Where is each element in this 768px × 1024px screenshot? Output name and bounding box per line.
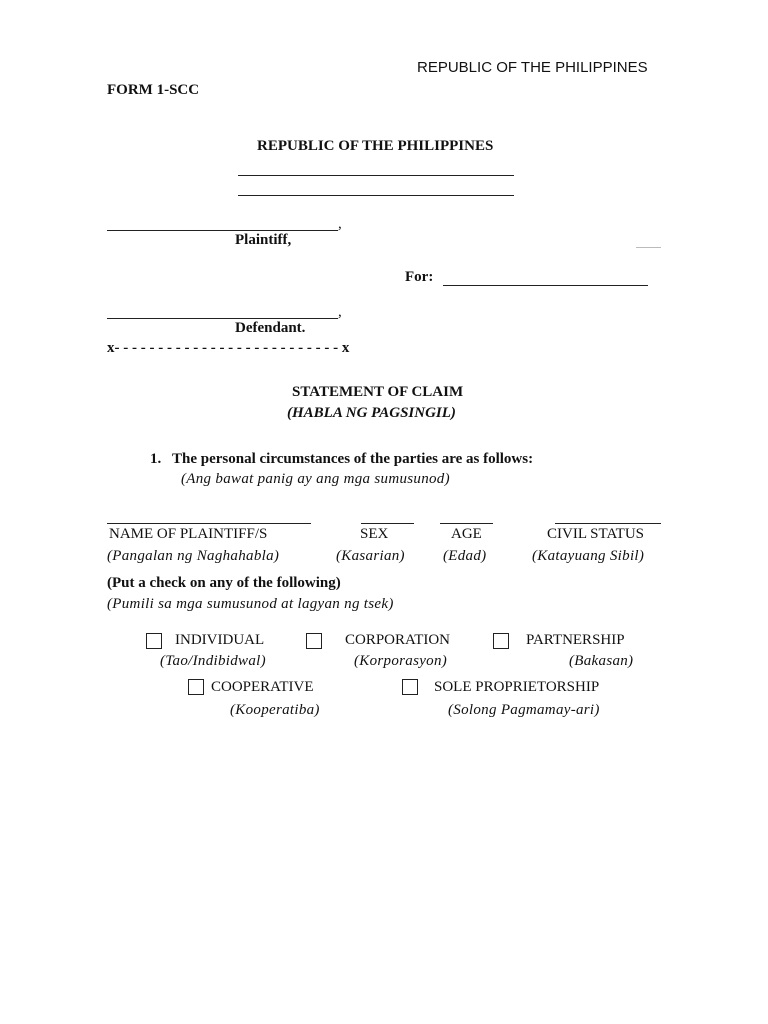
page-header-country: REPUBLIC OF THE PHILIPPINES: [417, 59, 648, 76]
plaintiff-comma: ,: [338, 216, 342, 232]
individual-checkbox[interactable]: [146, 633, 162, 649]
plaintiff-name-field[interactable]: [107, 523, 311, 524]
defendant-name-line[interactable]: [107, 318, 338, 319]
col-sex-translation: (Kasarian): [336, 548, 405, 564]
sole-proprietorship-translation: (Solong Pagmamay-ari): [448, 702, 600, 718]
individual-translation: (Tao/Indibidwal): [160, 653, 266, 669]
defendant-comma: ,: [338, 304, 342, 320]
partnership-label: PARTNERSHIP: [526, 632, 625, 648]
section-heading: The personal circumstances of the parties are as follows:: [172, 451, 534, 467]
col-civil-status-translation: (Katayuang Sibil): [532, 548, 645, 564]
plaintiff-name-line[interactable]: [107, 230, 338, 231]
corporation-checkbox[interactable]: [306, 633, 322, 649]
partnership-translation: (Bakasan): [569, 653, 634, 669]
document-subtitle: (HABLA NG PAGSINGIL): [287, 405, 456, 421]
age-field[interactable]: [440, 523, 493, 524]
section-number: 1.: [150, 451, 162, 467]
check-instruction-translation: (Pumili sa mga sumusunod at lagyan ng tsek): [107, 596, 394, 612]
col-age-label: AGE: [451, 526, 482, 542]
sole-proprietorship-checkbox[interactable]: [402, 679, 418, 695]
partnership-checkbox[interactable]: [493, 633, 509, 649]
col-name-label: NAME OF PLAINTIFF/S: [109, 526, 268, 542]
col-sex-label: SEX: [360, 526, 389, 542]
corporation-translation: (Korporasyon): [354, 653, 448, 669]
col-name-translation: (Pangalan ng Naghahabla): [107, 548, 280, 564]
sole-proprietorship-label: SOLE PROPRIETORSHIP: [434, 679, 600, 695]
cooperative-translation: (Kooperatiba): [230, 702, 320, 718]
check-instruction: (Put a check on any of the following): [107, 575, 341, 591]
col-age-translation: (Edad): [443, 548, 487, 564]
faint-mark: [636, 247, 661, 248]
court-branch-line[interactable]: [238, 195, 514, 196]
form-code: FORM 1-SCC: [107, 82, 200, 98]
cooperative-label: COOPERATIVE: [211, 679, 314, 695]
for-label: For:: [405, 269, 434, 285]
col-civil-status-label: CIVIL STATUS: [547, 526, 644, 542]
caption-separator: x- - - - - - - - - - - - - - - - - - - - - - - - - - x: [107, 340, 350, 356]
court-title: REPUBLIC OF THE PHILIPPINES: [257, 138, 494, 154]
court-name-line[interactable]: [238, 175, 514, 176]
civil-status-field[interactable]: [555, 523, 661, 524]
defendant-label: Defendant.: [235, 320, 306, 336]
cooperative-checkbox[interactable]: [188, 679, 204, 695]
document-title: STATEMENT OF CLAIM: [292, 384, 464, 400]
sex-field[interactable]: [361, 523, 414, 524]
corporation-label: CORPORATION: [345, 632, 451, 648]
section-heading-translation: (Ang bawat panig ay ang mga sumusunod): [181, 471, 450, 487]
individual-label: INDIVIDUAL: [175, 632, 265, 648]
plaintiff-label: Plaintiff,: [235, 232, 292, 248]
case-for-line[interactable]: [443, 285, 648, 286]
